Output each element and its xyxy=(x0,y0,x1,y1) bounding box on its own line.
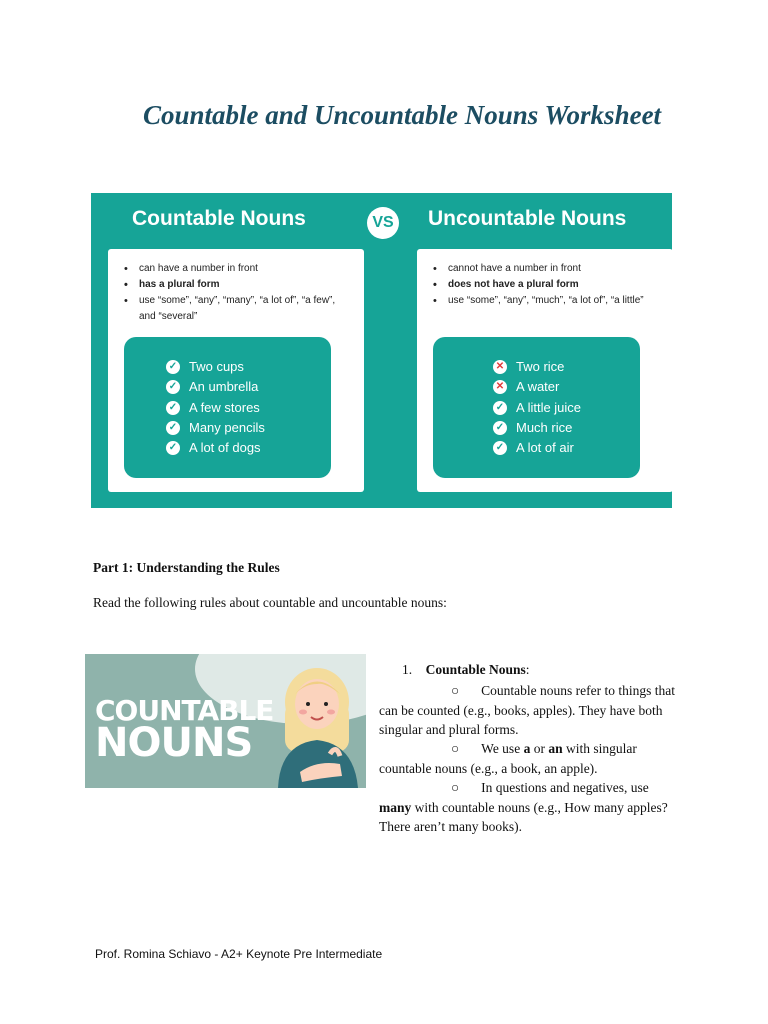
check-icon: ✓ xyxy=(166,401,180,415)
check-icon: ✓ xyxy=(166,360,180,374)
check-icon: ✓ xyxy=(166,380,180,394)
rule-item: • use “some”, “any”, “many”, “a lot of”, “a few”, and “several” xyxy=(124,293,344,325)
rule-item: • does not have a plural form xyxy=(433,277,653,293)
nouns-infographic xyxy=(91,193,672,508)
list-title: Countable Nouns xyxy=(425,662,526,677)
part1-intro: Read the following rules about countable and uncountable nouns: xyxy=(93,595,447,610)
vs-badge: VS xyxy=(367,207,399,239)
example-item: ✓ Two cups xyxy=(166,357,265,377)
list-point-1: ○ Countable nouns refer to things that can be counted (e.g., books, apples). They have both singular and plural forms. xyxy=(379,683,675,737)
uncountable-card xyxy=(417,249,673,492)
example-item: ✕ Two rice xyxy=(493,357,581,377)
footer-credit: Prof. Romina Schiavo - A2+ Keynote Pre Intermediate xyxy=(95,947,383,961)
list-point-3: ○ In questions and negatives, use many with countable nouns (e.g., How many apples? There aren’t many books). xyxy=(379,780,668,834)
example-item: ✓ A lot of dogs xyxy=(166,438,265,458)
teacher-illustration xyxy=(270,664,366,788)
example-item: ✓ Much rice xyxy=(493,418,581,438)
check-icon: ✓ xyxy=(493,401,507,415)
uncountable-rules xyxy=(433,261,653,309)
list-item-countable-nouns: 1. Countable Nouns: xyxy=(402,662,530,677)
example-item: ✓ An umbrella xyxy=(166,377,265,397)
example-item: ✓ Many pencils xyxy=(166,418,265,438)
worksheet-title: Countable and Uncountable Nouns Worksheet xyxy=(142,100,662,130)
countable-examples-box xyxy=(124,337,331,478)
cross-icon: ✕ xyxy=(493,380,507,394)
example-item: ✓ A little juice xyxy=(493,398,581,418)
uncountable-examples-box xyxy=(433,337,640,478)
countable-nouns-banner xyxy=(85,654,366,788)
uncountable-heading: Uncountable Nouns xyxy=(428,207,627,230)
countable-card xyxy=(108,249,364,492)
example-item: ✓ A few stores xyxy=(166,398,265,418)
countable-heading: Countable Nouns xyxy=(132,207,306,230)
check-icon: ✓ xyxy=(166,441,180,455)
rule-item: • can have a number in front xyxy=(124,261,344,277)
rule-item: • cannot have a number in front xyxy=(433,261,653,277)
banner-word-nouns: NOUNS xyxy=(95,720,253,766)
cross-icon: ✕ xyxy=(493,360,507,374)
part1-heading: Part 1: Understanding the Rules xyxy=(93,560,280,575)
list-point-2: ○ We use a or an with singular countable nouns (e.g., a book, an apple). xyxy=(379,741,637,776)
circle-bullet: ○ xyxy=(451,780,460,795)
example-item: ✕ A water xyxy=(493,377,581,397)
countable-rules xyxy=(124,261,344,325)
rule-item: • has a plural form xyxy=(124,277,344,293)
check-icon: ✓ xyxy=(493,421,507,435)
circle-bullet: ○ xyxy=(451,683,460,698)
example-item: ✓ A lot of air xyxy=(493,438,581,458)
circle-bullet: ○ xyxy=(451,741,460,756)
check-icon: ✓ xyxy=(493,441,507,455)
banner-word-countable: COUNTABLE xyxy=(95,694,274,727)
check-icon: ✓ xyxy=(166,421,180,435)
rule-item: • use “some”, “any”, “much”, “a lot of”, “a little” xyxy=(433,293,653,309)
